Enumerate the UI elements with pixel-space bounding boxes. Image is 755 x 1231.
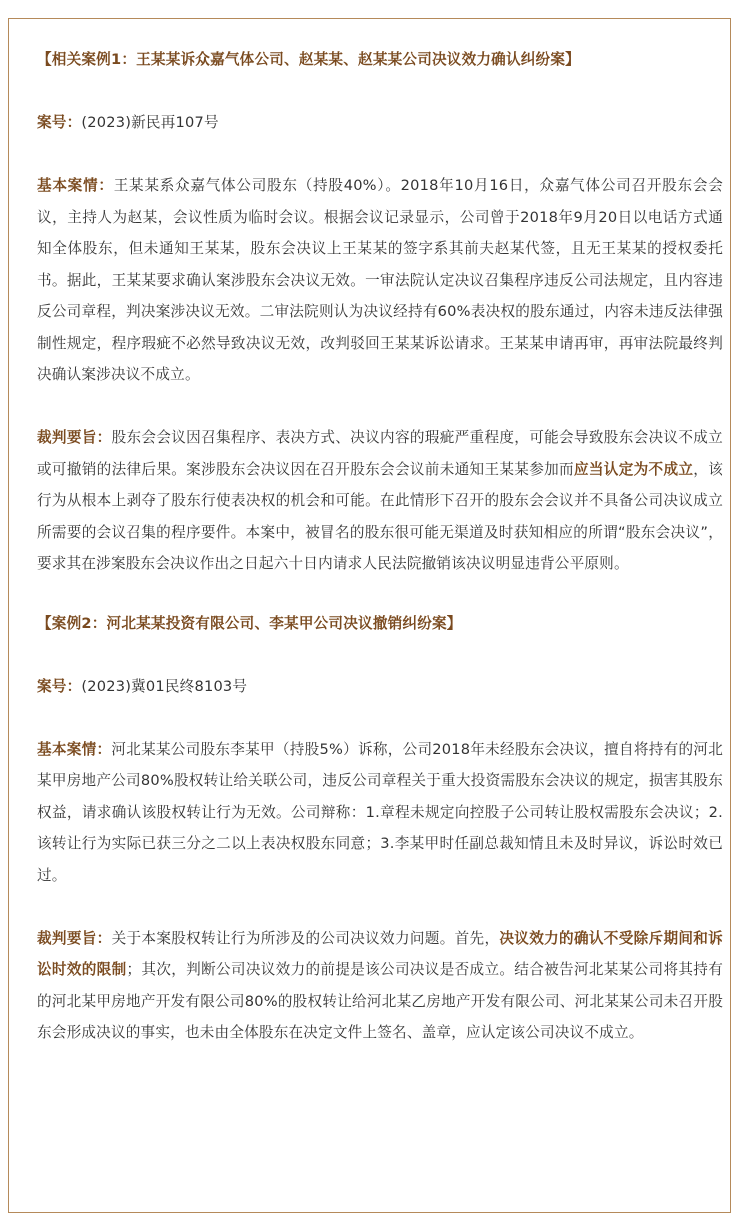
case2-ruling-text-2: ；其次，判断公司决议效力的前提是该公司决议是否成立。结合被告河北某某公司将其持有的河北某甲房地产开发有限公司80%的股权转让给河北某乙房地产开发有限公司、河北某某公司未召开股东会形成决议的事实，也未由全体股东在决定文件上签名、盖章，应认定该公司决议不成立。 [37,961,723,1041]
case2-facts-text: 河北某某公司股东李某甲（持股5%）诉称，公司2018年未经股东会决议，擅自将持有的河北某甲房地产公司80%股权转让给关联公司，违反公司章程关于重大投资需股东会决议的规定，损害其股东权益，请求确认该股权转让行为无效。公司辩称：1.章程未规定向控股子公司转让股权需股东会决议；2.该转让行为实际已获三分之二以上表决权股东同意；3.李某甲时任副总裁知情且未及时异议，诉讼时效已过。 [37,740,723,884]
case1-ruling-highlight: 应当认定为不成立 [573,460,694,478]
case1-ruling-label: 裁判要旨： [37,429,112,446]
case2-facts-label: 基本案情： [37,740,112,758]
case2-facts [37,734,723,892]
document-body [37,44,723,1049]
case2-title: 【案例2：河北某某投资有限公司、李某甲公司决议撤销纠纷案】 [37,614,462,632]
case1-facts-label: 基本案情： [37,177,114,194]
case2-ruling [37,923,723,1049]
case2-ruling-highlight: 决议效力的确认不受除斥期间和诉讼时效的限制 [37,929,723,978]
case1-case-number-label: 案号： [37,114,82,131]
case1-facts-text: 王某某系众嘉气体公司股东（持股40%）。2018年10月16日，众嘉气体公司召开股东会会议，主持人为赵某，会议性质为临时会议。根据会议记录显示，公司曾于2018年9月20日以电话方式通知全体股东，但未通知王某某，股东会决议上王某某的签字系其前夫赵某代签，且无王某某的授权委托书。据此，王某某要求确认案涉股东会决议无效。一审法院认定决议召集程序违反公司法规定，且内容违反公司章程，判决案涉决议无效。二审法院则认为决议经持有60%表决权的股东通过，内容未违反法律强制性规定，程序瑕疵不必然导致决议无效，改判驳回王某某诉讼请求。王某某申请再审，再审法院最终判决确认案涉决议不成立。 [37,177,723,383]
case1-facts [37,170,723,391]
case1-case-number-value: (2023)新民再107号 [81,114,219,131]
case1-ruling-text-2: ，该行为从根本上剥夺了股东行使表决权的机会和可能。在此情形下召开的股东会会议并不具备公司决议成立所需要的会议召集的程序要件。本案中，被冒名的股东很可能无渠道及时获知相应的所谓“股东会决议”，要求其在涉案股东会决议作出之日起六十日内请求人民法院撤销该决议明显违背公平原则。 [37,460,723,572]
case2-case-number-label: 案号： [37,677,82,695]
case1-case-number [37,107,723,139]
case2-case-number-value: (2023)冀01民终8103号 [81,677,248,695]
case1-title: 【相关案例1：王某某诉众嘉气体公司、赵某某、赵某某公司决议效力确认纠纷案】 [37,51,580,68]
case2-case-number [37,671,723,703]
case2-ruling-label: 裁判要旨： [37,929,112,947]
case2-ruling-text-1: 关于本案股权转让行为所涉及的公司决议效力问题。首先， [111,929,500,947]
case1-ruling-text-1: 股东会会议因召集程序、表决方式、决议内容的瑕疵严重程度，可能会导致股东会决议不成立或可撤销的法律后果。案涉股东会决议因在召开股东会会议前未通知王某某参加而 [37,429,723,478]
case1-ruling [37,422,723,580]
